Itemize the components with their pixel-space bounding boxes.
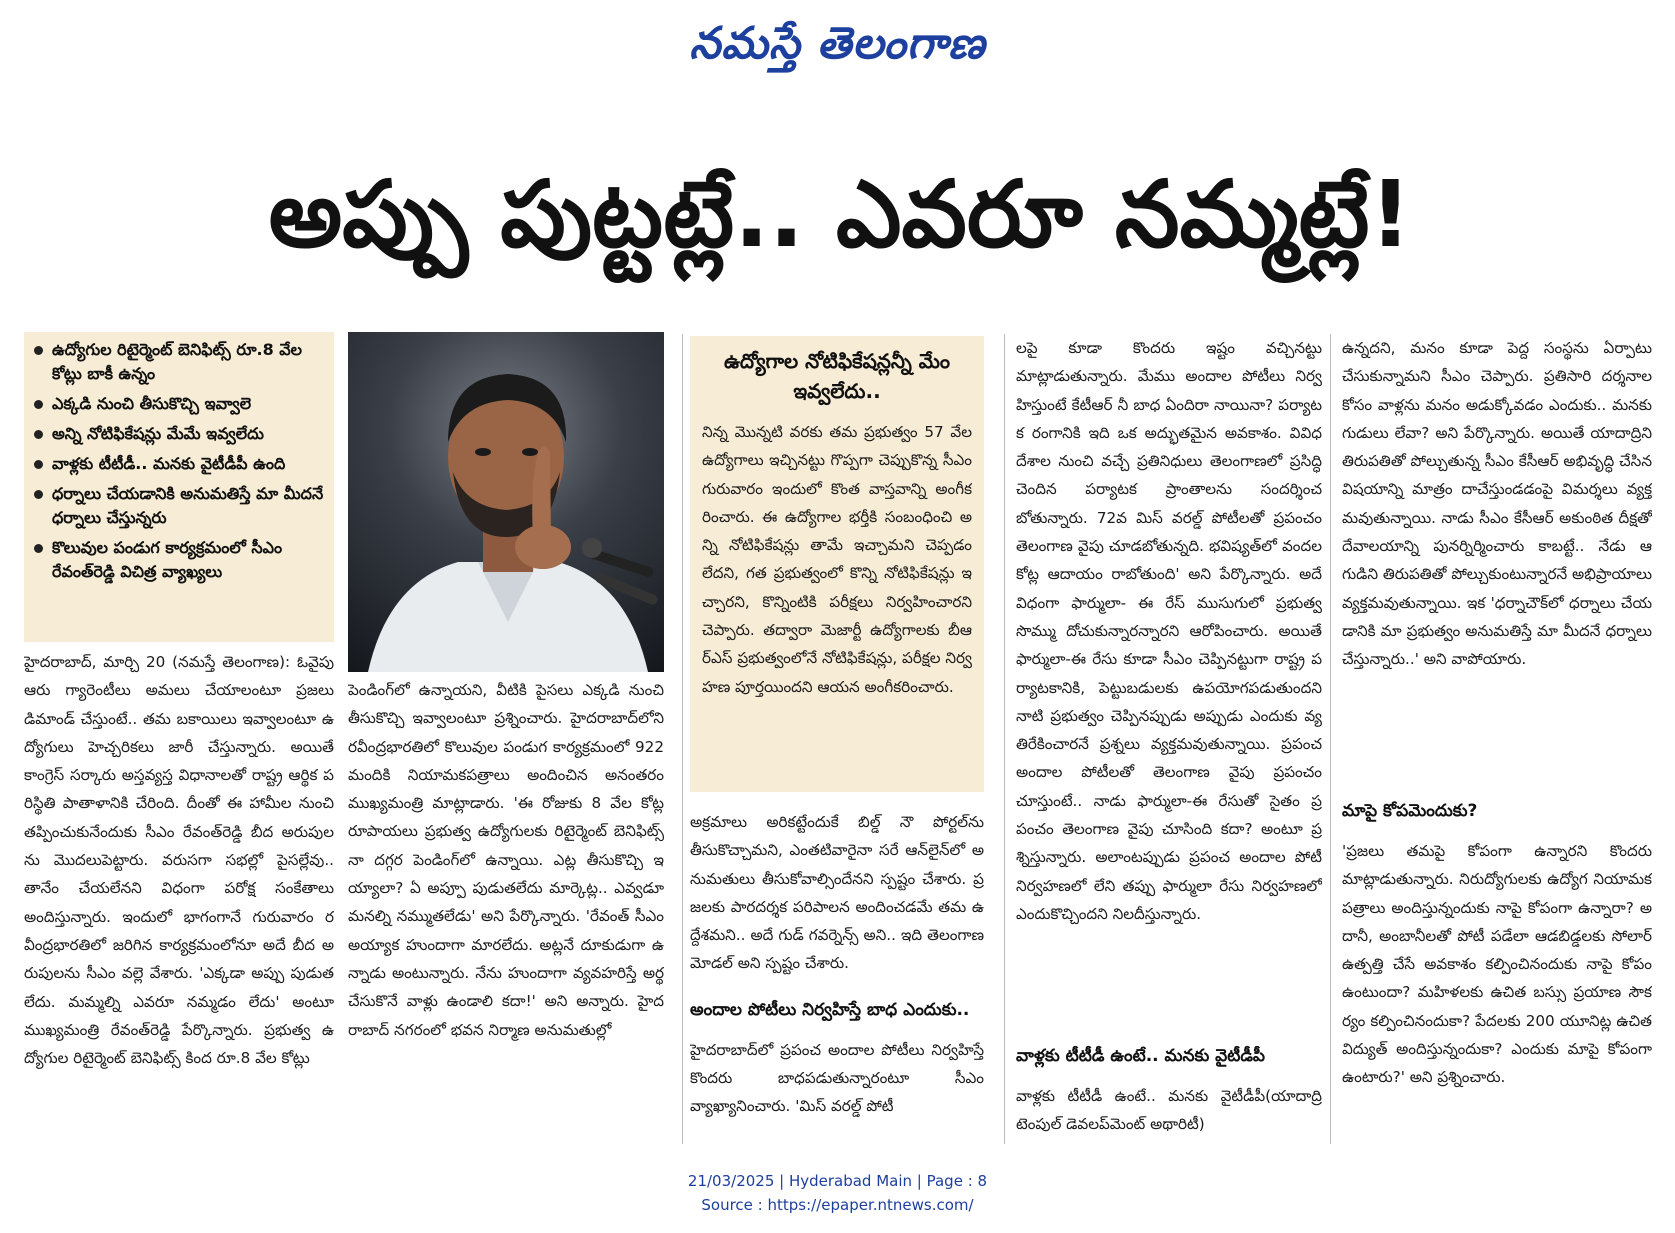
- bullet-icon: [34, 490, 43, 499]
- speaker-illustration: [348, 332, 664, 672]
- article-column-5: [1342, 334, 1652, 1146]
- article-column-3: [690, 808, 984, 1148]
- column-4-text-b: వాళ్లకు టీటీడీ ఉంటే.. మనకు వైటీడీపీ(యాదాద్రి టెంపుల్ డెవలప్‌మెంట్ అథారిటీ): [1016, 1087, 1322, 1134]
- section-subhead: వాళ్లకు టీటీడీ ఉంటే.. మనకు వైటీడీపీ: [1016, 1046, 1266, 1066]
- highlight-text: ఉద్యోగుల రిటైర్మెంట్ బెనిఫిట్స్ రూ.8 వేల కోట్లు బాకీ ఉన్నం: [52, 340, 303, 383]
- section-subhead: మాపై కోపమెందుకు?: [1342, 801, 1478, 821]
- notifications-sidebar: [690, 336, 984, 792]
- highlight-item: [34, 452, 326, 476]
- highlight-text: ధర్నాలు చేయడానికి అనుమతిస్తే మా మీదనే ధర్నాలు చేస్తున్నరు: [52, 484, 324, 527]
- bullet-icon: [34, 346, 43, 355]
- column-divider: [1330, 334, 1331, 1144]
- column-divider: [1004, 334, 1005, 1144]
- highlight-item: [34, 536, 326, 584]
- highlight-text: ఎక్కడి నుంచి తీసుకొచ్చి ఇవ్వాలె: [52, 394, 252, 413]
- highlight-text: కొలువుల పండుగ కార్యక్రమంలో సీఎం రేవంత్‌రెడ్డి విచిత్ర వ్యాఖ్యలు: [52, 538, 283, 581]
- sidebar-text: నిన్న మొన్నటి వరకు తమ ప్రభుత్వం 57 వేల ఉద్యోగాలు ఇచ్చినట్టు గొప్పగా చెప్పుకొన్న సీఎం గురువారం ఇందులో కొంత వాస్తవాన్ని అంగీకరించారు. ఈ ఉద్యోగాల భర్తీకి సంబంధించి అన్ని నోటిఫికేషన్లు తామే ఇచ్చామని చెప్పడం లేదని, గత ప్రభుత్వంలో కొన్ని నోటిఫికేషన్లు ఇచ్చారని, కొన్నింటికి పరీక్షలు నిర్వహించారని చెప్పారు. తద్వారా మెజార్టీ ఉద్యోగాలకు బీఆర్‌ఎస్ ప్రభుత్వంలోనే నోటిఫికేషన్లు, పరీక్షల నిర్వహణ పూర్తయిందని ఆయన అంగీకరించారు.: [702, 423, 972, 696]
- bullet-icon: [34, 460, 43, 469]
- column-divider: [682, 334, 683, 1144]
- article-column-1: హైదరాబాద్, మార్చి 20 (నమస్తే తెలంగాణ): ఓవైపు ఆరు గ్యారెంటీలు అమలు చేయాలంటూ ప్రజలు డిమాండ్ చేస్తుంటే.. తమ బకాయిలు ఇవ్వాలంటూ ఉద్యోగులు హెచ్చరికలు జారీ చేస్తున్నారు. అయితే కాంగ్రెస్ సర్కారు అస్తవ్యస్త విధానాలతో రాష్ట్ర ఆర్థిక పరిస్థితి పాతాళానికి చేరింది. దీంతో ఈ హామీల నుంచి తప్పించుకునేందుకు సీఎం రేవంత్‌రెడ్డి బీద అరుపులను మొదలుపెట్టారు. వరుసగా సభల్లో పైసల్లేవు.. తానేం చేయలేనని విధంగా పరోక్ష సంకేతాలు అందిస్తున్నారు. ఇందులో భాగంగానే గురువారం రవీంద్రభారతిలో జరిగిన కార్యక్రమంలోనూ అదే బీద అరుపులను సీఎం వల్లె వేశారు. 'ఎక్కడా అప్పు పుడుతలేదు. మమ్మల్ని ఎవరూ నమ్మడం లేదు' అంటూ ముఖ్యమంత్రి రేవంత్‌రెడ్డి పేర్కొన్నారు. ప్రభుత్వ ఉద్యోగుల రిటైర్మెంట్ బెనిఫిట్స్ కింద రూ.8 వేల కోట్లు: [24, 653, 334, 1068]
- footer-dateline: 21/03/2025 | Hyderabad Main | Page : 8: [687, 1172, 988, 1190]
- bullet-icon: [34, 544, 43, 553]
- highlights-box: [24, 332, 334, 642]
- page-headline: అప్పు పుట్టట్లే.. ఎవరూ నమ్మట్లే!: [268, 161, 1412, 268]
- column-5-text: ఉన్నదని, మనం కూడా పెద్ద సంస్థను ఏర్పాటు చేసుకున్నామని సీఎం చెప్పారు. ప్రతిసారి దర్శనాల కోసం వాళ్లను మనం అడుక్కోవడం ఎందుకు.. మనకు గుడులు లేవా? అని పేర్కొన్నారు. అయితే యాదాద్రిని తిరుపతితో పోల్చుతున్న సీఎం కేసీఆర్ అభివృద్ధి చేసిన విషయాన్ని మాత్రం దాచేస్తుండడంపై విమర్శలు వ్యక్తమవుతున్నాయి. నాడు సీఎం కేసీఆర్ అకుంఠిత దీక్షతో దేవాలయాన్ని పునర్నిర్మించారు కాబట్టే.. నేడు ఆ గుడిని తిరుపతితో పోల్చుకుంటున్నారనే అభిప్రాయాలు వ్యక్తమవుతున్నాయి. ఇక 'ధర్నాచౌక్‌లో ధర్నాలు చేయడానికి మా ప్రభుత్వం అనుమతిస్తే మా మీదనే ధర్నాలు చేస్తున్నారు..' అని వాపోయారు.: [1342, 339, 1652, 669]
- highlight-text: అన్ని నోటిఫికేషన్లు మేమే ఇవ్వలేదు: [52, 424, 264, 443]
- masthead-logo: నమస్తే తెలంగాణ: [689, 18, 986, 69]
- article-column-2: పెండింగ్‌లో ఉన్నాయని, వీటికి పైసలు ఎక్కడి నుంచి తీసుకొచ్చి ఇవ్వాలంటూ ప్రశ్నించారు. హైదరాబాద్‌లోని రవీంద్రభారతిలో కొలువుల పండుగ కార్యక్రమంలో 922 మందికి నియామకపత్రాలు అందించిన అనంతరం ముఖ్యమంత్రి మాట్లాడారు. 'ఈ రోజుకు 8 వేల కోట్ల రూపాయలు ప్రభుత్వ ఉద్యోగులకు రిటైర్మెంట్ బెనిఫిట్స్ నా దగ్గర పెండింగ్‌లో ఉన్నాయి. ఎట్ల తీసుకొచ్చి ఇయ్యాలా? ఏ అప్పూ పుడుతలేదు మార్కెట్ల.. ఎవ్వడూ మనల్ని నమ్ముతలేడు' అని పేర్కొన్నారు. 'రేవంత్ సీఎం అయ్యాక హుందాగా మారలేదు. అట్లనే దూకుడుగా ఉన్నాడు అంటున్నారు. నేను హుందాగా వ్యవహరిస్తే అర్థ చేసుకొనే వాళ్లు ఉండాలి కదా!' అని అన్నారు. హైదరాబాద్ నగరంలో భవన నిర్మాణ అనుమతుల్లో: [348, 681, 664, 1039]
- section-subhead: అందాల పోటీలు నిర్వహిస్తే బాధ ఎందుకు..: [690, 999, 970, 1020]
- footer-source: Source : https://epaper.ntnews.com/: [701, 1196, 974, 1214]
- column-3-text: అక్రమాలు అరికట్టేందుకే బిల్డ్ నౌ పోర్టల్‌ను తీసుకొచ్చామని, ఎంతటివారైనా సరే ఆన్‌లైన్‌లో అనుమతులు తీసుకోవాల్సిందేనని స్పష్టం చేశారు. ప్రజలకు పారదర్శక పరిపాలన అందించడమే తమ ఉద్దేశమని.. అదే గుడ్ గవర్నెన్స్ అని.. ఇది తెలంగాణ మోడల్ అని స్పష్టం చేశారు.: [690, 813, 984, 973]
- bullet-icon: [34, 400, 43, 409]
- cm-photo: [348, 332, 664, 672]
- sidebar-title: ఉద్యోగాల నోటిఫికేషన్లన్నీ మేం ఇవ్వలేదు..: [723, 349, 951, 403]
- highlight-text: వాళ్లకు టీటీడీ.. మనకు వైటీడీపీ ఉంది: [52, 454, 286, 473]
- bullet-icon: [34, 430, 43, 439]
- column-4-text: లపై కూడా కొందరు ఇష్టం వచ్చినట్టు మాట్లాడుతున్నారు. మేము అందాల పోటీలు నిర్వహిస్తుంటే కేటీఆర్ నీ బాధ ఏందిరా నాయినా? పర్యాటక రంగానికి ఇది ఒక అద్భుతమైన అవకాశం. వివిధ దేశాల నుంచి వచ్చే ప్రతినిధులు తెలంగాణలో ప్రసిద్ధి చెందిన పర్యాటక ప్రాంతాలను సందర్శించబోతున్నారు. 72వ మిస్ వరల్డ్ పోటీలతో ప్రపంచం తెలంగాణ వైపు చూడబోతున్నది. భవిష్యత్‌లో వందల కోట్ల ఆదాయం రాబోతుంది' అని పేర్కొన్నారు. అదే విధంగా ఫార్ములా- ఈ రేస్ ముసుగులో ప్రభుత్వ సొమ్ము దోచుకున్నారన్నారని ఆరోపించారు. అయితే ఫార్ములా-ఈ రేసు కూడా సీఎం చెప్పినట్టుగా రాష్ట్ర పర్యాటకానికి, పెట్టుబడులకు ఉపయోగపడుతుందని నాటి ప్రభుత్వం చెప్పినప్పుడు అప్పుడు ఎందుకు వ్యతిరేకించారనే ప్రశ్నలు వ్యక్తమవుతున్నాయి. ప్రపంచ అందాల పోటీలతో తెలంగాణ వైపు ప్రపంచం చూస్తుంటే.. నాడు ఫార్ములా-ఈ రేసుతో సైతం ప్రపంచం తెలంగాణ వైపు చూసింది కదా? అంటూ ప్రశ్నిస్తున్నారు. అలాంటప్పుడు ప్రపంచ అందాల పోటీ నిర్వహణలో లేని తప్పు ఫార్ములా రేసు నిర్వహణలో ఎందుకొచ్చిందని నిలదీస్తున్నారు.: [1016, 339, 1322, 923]
- highlight-item: [34, 482, 326, 530]
- highlight-item: [34, 338, 326, 386]
- highlight-item: [34, 392, 326, 416]
- highlight-item: [34, 422, 326, 446]
- column-3-text-b: హైదరాబాద్‌లో ప్రపంచ అందాల పోటీలు నిర్వహిస్తే కొందరు బాధపడుతున్నారంటూ సీఎం వ్యాఖ్యానించారు. 'మిస్ వరల్డ్ పోటీ: [690, 1040, 984, 1116]
- article-column-4: [1016, 334, 1322, 1146]
- column-5-text-b: 'ప్రజలు తమపై కోపంగా ఉన్నారని కొందరు మాట్లాడుతున్నారు. నిరుద్యోగులకు ఉద్యోగ నియామకపత్రాలు అందిస్తున్నందుకు నాపై కోపంగా ఉన్నారా? అదానీ, అంబానీలతో పోటీ పడేలా ఆడబిడ్డలకు సోలార్ ఉత్పత్తి చేసే అవకాశం కల్పించినందుకు నాపై కోపం ఉంటుందా? మహిళలకు ఉచిత బస్సు ప్రయాణ సౌకర్యం కల్పించినందుకా? పేదలకు 200 యూనిట్ల ఉచిత విద్యుత్ అందిస్తున్నందుకా? ఎందుకు మాపై కోపంగా ఉంటారు?' అని ప్రశ్నించారు.: [1342, 842, 1652, 1087]
